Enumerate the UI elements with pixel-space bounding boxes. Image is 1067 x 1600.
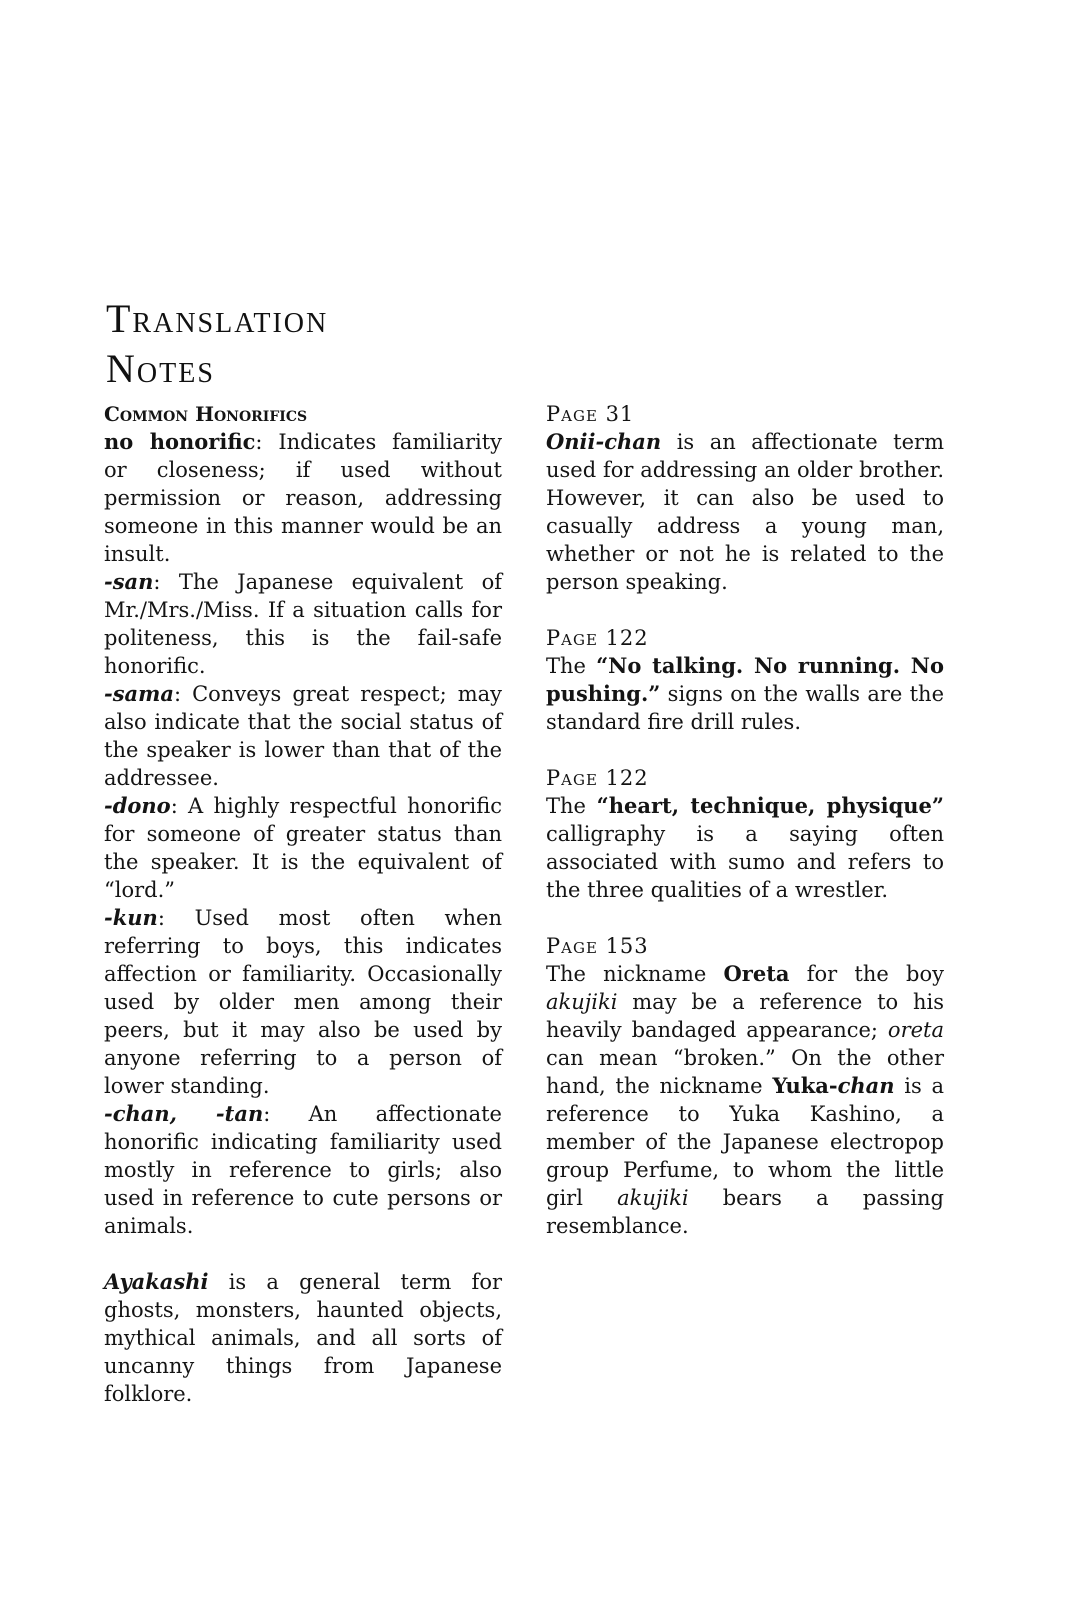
note-text: is an affectionate term used for addressing an older brother. However, it can also be used to casually address a young man, whether or not he is related to the person speaking.	[546, 430, 944, 594]
note-body	[546, 960, 944, 1240]
note-text: is a reference to Yuka Kashino, a member of the Japanese electropop group Perfume, to whom the little girl	[546, 1074, 944, 1210]
honorific-term: no honorific	[104, 429, 256, 454]
honorific-term: -chan, -tan	[104, 1101, 264, 1126]
honorific-entry	[104, 1100, 502, 1240]
note-term: oreta	[887, 1018, 944, 1042]
honorific-term: -kun	[104, 905, 158, 930]
note-text: bears a passing resemblance.	[546, 1186, 944, 1238]
translation-note	[546, 400, 944, 596]
page-reference: Page 153	[546, 934, 649, 958]
honorific-entry	[104, 904, 502, 1100]
honorific-text: Conveys great respect; may also indicate that the social status of the speaker is lower than that of the addressee.	[104, 682, 502, 790]
honorific-sep: :	[255, 430, 263, 454]
ayakashi-note	[104, 1268, 502, 1408]
honorific-sep: :	[173, 682, 182, 706]
note-body	[546, 792, 944, 904]
note-text: for the boy	[789, 962, 944, 986]
note-term: Onii-chan	[546, 429, 662, 454]
note-term: chan	[837, 1073, 895, 1098]
honorific-term: -sama	[104, 681, 174, 706]
honorific-term: -san	[104, 569, 154, 594]
honorific-text: An affectionate honorific indicating familiarity used mostly in reference to girls; also used in reference to cute persons or animals.	[104, 1102, 502, 1238]
translation-note	[546, 764, 944, 904]
page-reference: Page 122	[546, 626, 649, 650]
honorific-entry	[104, 792, 502, 904]
honorific-entry	[104, 428, 502, 568]
honorific-sep: :	[263, 1102, 271, 1126]
translation-note	[546, 624, 944, 736]
page-reference: Page 122	[546, 766, 649, 790]
page-title-line-1: Translation	[106, 296, 329, 341]
section-heading-honorifics: Common Honorifics	[104, 402, 308, 426]
note-term: Yuka-	[772, 1073, 838, 1098]
page-reference: Page 31	[546, 402, 635, 426]
translation-note	[546, 932, 944, 1240]
note-term: “heart, technique, physique”	[596, 793, 944, 818]
page-title-line-2: Notes	[106, 346, 215, 391]
note-term: akujiki	[617, 1186, 689, 1210]
note-text: The	[546, 654, 597, 678]
note-term: akujiki	[546, 990, 618, 1014]
note-text: can mean “broken.” On the other hand, the nickname	[546, 1046, 944, 1098]
page-title	[106, 294, 526, 394]
honorific-entry	[104, 568, 502, 680]
honorific-sep: :	[157, 906, 165, 930]
note-body	[546, 428, 944, 596]
honorific-text: Indicates familiarity or closeness; if used without permission or reason, addressing someone in this manner would be an insult.	[104, 430, 503, 566]
honorific-text: Used most often when referring to boys, this indicates affection or familiarity. Occasionally used by older men among their peers, but it may also be used by anyone referring to a person of lower standing.	[104, 906, 502, 1098]
left-column	[104, 400, 502, 1408]
note-term: Oreta	[723, 961, 790, 986]
note-text: The	[546, 794, 597, 818]
honorific-sep: :	[153, 570, 161, 594]
note-text: calligraphy is a saying often associated with sumo and refers to the three qualities of a wrestler.	[546, 822, 944, 902]
note-text: signs on the walls are the standard fire drill rules.	[546, 682, 944, 734]
note-body	[546, 652, 944, 736]
note-text: The nickname	[546, 962, 724, 986]
honorific-term: -dono	[104, 793, 171, 818]
right-column	[546, 400, 944, 1268]
honorific-text: The Japanese equivalent of Mr./Mrs./Miss. If a situation calls for politeness, this is the fail-safe honorific.	[104, 570, 502, 678]
honorific-text: A highly respectful honorific for someone of greater status than the speaker. It is the equivalent of “lord.”	[104, 794, 502, 902]
note-text: may be a reference to his heavily bandaged appearance;	[546, 990, 944, 1042]
note-term: “No talking. No running. No pushing.”	[546, 653, 944, 706]
ayakashi-term: Ayakashi	[104, 1269, 209, 1294]
honorific-entry	[104, 680, 502, 792]
ayakashi-text: is a general term for ghosts, monsters, haunted objects, mythical animals, and all sorts of uncanny things from Japanese folklore.	[104, 1270, 502, 1406]
honorific-sep: :	[170, 794, 178, 818]
